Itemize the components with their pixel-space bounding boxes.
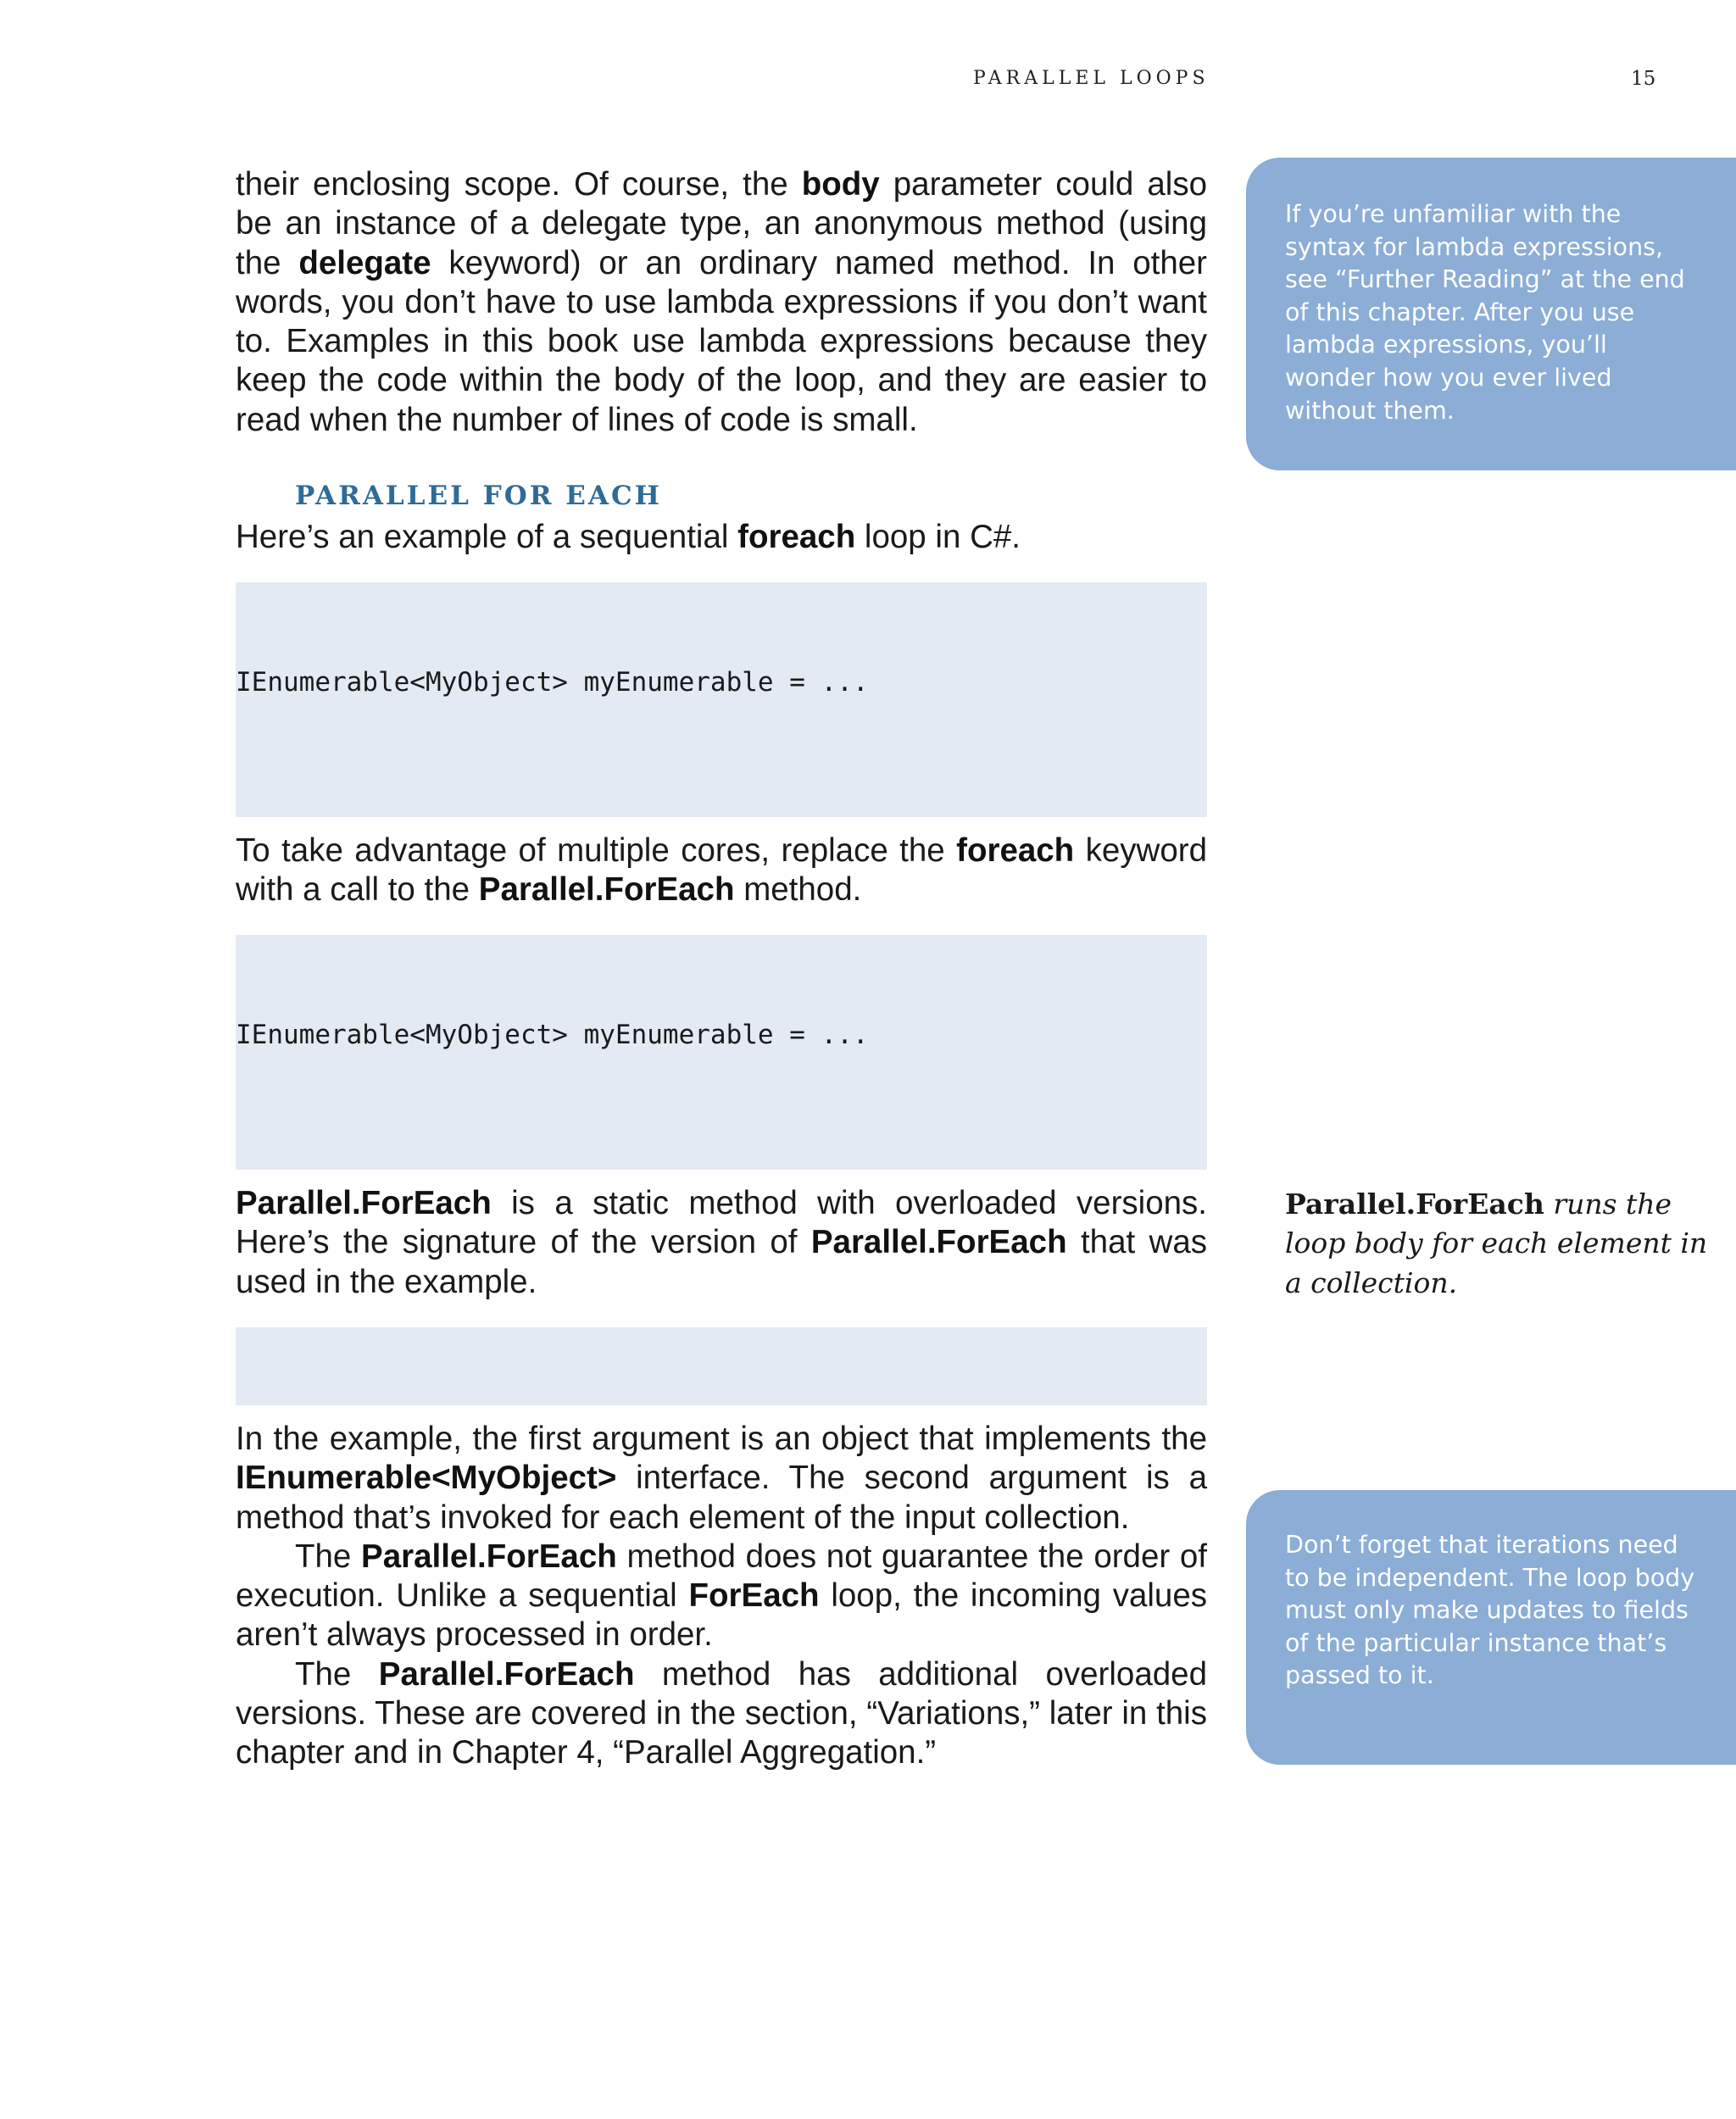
overloads-text-1: The — [295, 1655, 379, 1693]
static-bold-2: Parallel.ForEach — [810, 1224, 1067, 1261]
arguments-paragraph — [236, 1420, 1207, 1538]
static-method-paragraph — [236, 1184, 1207, 1302]
overloads-text-2: method has additional overloaded versions. These are covered in the section, “Variations,” later in this chapter and in Chapter 4, “Parallel Aggregation.” — [236, 1655, 1207, 1771]
replace-bold-foreach: foreach — [956, 832, 1075, 869]
replace-text-2: keyword with a call to the — [236, 832, 1207, 909]
sidebar-callout-independent — [1246, 1490, 1736, 1765]
order-text-3: loop, the incoming values aren’t always processed in order. — [236, 1577, 1208, 1654]
args-text-1: In the example, the first argument is an object that implements the — [236, 1421, 1207, 1457]
callout-lambda-text: If you’re unfamiliar with the syntax for lambda expressions, see “Further Reading” at the end of this chapter. After you use lambda expressions, you’ll wonder how you ever lived without them. — [1285, 200, 1685, 425]
intro-bold-delegate: delegate — [298, 244, 431, 281]
static-bold-1: Parallel.ForEach — [236, 1185, 492, 1221]
intro-block — [236, 165, 1207, 440]
code-line: IEnumerable<MyObject> myEnumerable = ... — [236, 1019, 869, 1050]
arguments-block — [236, 1420, 1207, 1773]
order-paragraph — [236, 1538, 1207, 1655]
intro-text-3: keyword) or an ordinary named method. In other words, you don’t have to use lambda expressions if you don’t want to. Examples in this book use lambda expressions because they keep the code within the body of the loop, and they are easier to read when the number of lines of code is small. — [236, 244, 1207, 438]
replace-bold-parallel-foreach: Parallel.ForEach — [478, 871, 735, 909]
order-text-1: The — [295, 1538, 362, 1575]
static-text-1: is a static method with overloaded versions. Here’s the signature of the version of — [236, 1185, 1207, 1261]
example-text-1: Here’s an example of a sequential — [236, 519, 738, 555]
page-number: 15 — [1631, 68, 1656, 90]
overloads-bold-1: Parallel.ForEach — [378, 1655, 635, 1693]
margin-note — [1285, 1185, 1709, 1303]
order-text-2: method does not guarantee the order of execution. Unlike a sequential — [236, 1538, 1207, 1615]
order-bold-2: ForEach — [688, 1577, 820, 1615]
intro-paragraph — [236, 165, 1207, 440]
intro-text-1: their enclosing scope. Of course, the — [236, 166, 802, 203]
replace-text-3: method. — [734, 871, 862, 909]
callout-independent-text: Don’t forget that iterations need to be independent. The loop body must only make updates to fields of the particular instance that’s passed to it. — [1285, 1531, 1695, 1690]
example-bold-foreach: foreach — [737, 519, 856, 555]
code-block-signature — [236, 1327, 1207, 1405]
sidebar-callout-lambda — [1246, 158, 1736, 470]
code-line — [236, 780, 1207, 817]
example-text-2: loop in C#. — [855, 519, 1021, 555]
static-text-2: that was used in the example. — [236, 1224, 1208, 1300]
section-heading: PARALLEL FOR EACH — [295, 481, 662, 511]
static-method-block — [236, 1184, 1207, 1302]
intro-text-2: parameter could also be an instance of a delegate type, an anonymous method (using the — [236, 166, 1207, 281]
code-block-parallel-foreach — [236, 935, 1207, 1170]
code-block-foreach — [236, 582, 1207, 817]
overloads-paragraph — [236, 1655, 1207, 1773]
margin-note-text: runs the loop body for each element in a collection. — [1285, 1187, 1708, 1299]
replace-paragraph — [236, 831, 1207, 910]
order-bold-1: Parallel.ForEach — [361, 1538, 617, 1575]
replace-text-1: To take advantage of multiple cores, replace the — [236, 832, 957, 869]
args-text-2: interface. The second argument is a method that’s invoked for each element of the input collection. — [236, 1460, 1207, 1536]
replace-block — [236, 831, 1207, 910]
running-head: PARALLEL LOOPS — [973, 68, 1210, 89]
example-paragraph — [236, 518, 1207, 557]
code-line: IEnumerable<MyObject> myEnumerable = ... — [236, 666, 869, 698]
args-bold-ienumerable: IEnumerable<MyObject> — [236, 1460, 617, 1497]
intro-bold-body: body — [801, 166, 880, 203]
code-line — [236, 1132, 1207, 1170]
example-block — [236, 518, 1207, 557]
margin-note-bold: Parallel.ForEach — [1285, 1187, 1544, 1221]
